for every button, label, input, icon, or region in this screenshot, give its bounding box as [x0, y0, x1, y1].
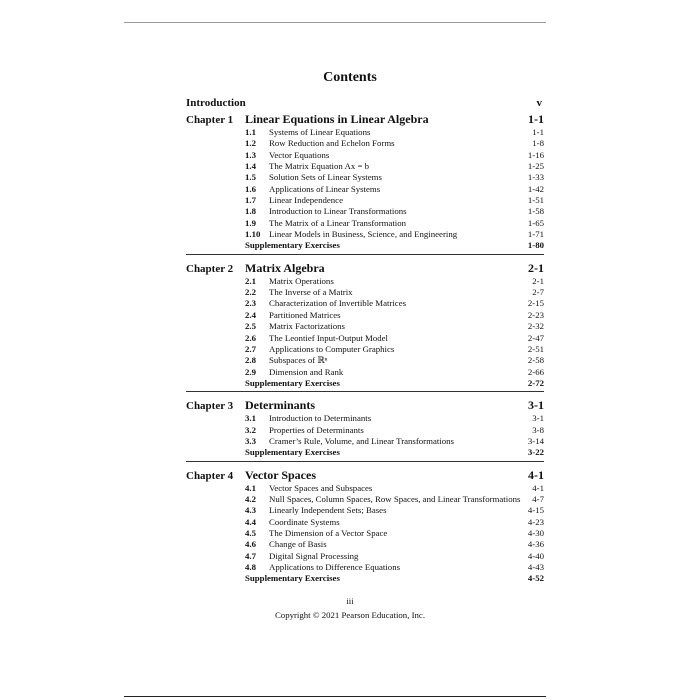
section-page: 2-1	[532, 275, 544, 286]
toc-supplementary-exercises[interactable]	[245, 378, 544, 389]
toc-section[interactable]	[245, 150, 544, 161]
section-page: 1-65	[527, 217, 544, 228]
chapter-4	[186, 468, 544, 585]
section-title: Applications to Difference Equations	[269, 562, 401, 572]
section-page: 2-15	[527, 298, 544, 309]
toc-section[interactable]	[245, 344, 544, 355]
section-number: 1.3	[245, 149, 256, 160]
section-page: 1-16	[527, 149, 544, 160]
toc-supplementary-exercises[interactable]	[245, 573, 544, 584]
supplementary-page: 2-72	[527, 377, 544, 388]
section-number: 2.9	[245, 366, 256, 377]
toc-section[interactable]	[245, 298, 544, 309]
supplementary-label: Supplementary Exercises	[245, 240, 340, 251]
section-list	[245, 276, 544, 389]
section-page: 1-25	[527, 161, 544, 172]
section-title: Change of Basis	[269, 539, 327, 550]
chapter-divider	[186, 391, 544, 392]
top-rule	[124, 22, 546, 23]
section-page: 1-1	[532, 127, 544, 137]
section-title: Digital Signal Processing	[269, 550, 359, 561]
chapter-2	[186, 261, 544, 392]
section-page: 1-33	[527, 172, 544, 183]
toc-section[interactable]	[245, 562, 544, 573]
section-title: Properties of Determinants	[269, 424, 364, 435]
section-number: 2.8	[245, 355, 256, 366]
chapter-label: Chapter 4	[186, 469, 234, 482]
introduction-page: v	[536, 97, 542, 109]
section-title: Vector Spaces and Subspaces	[269, 482, 373, 493]
section-number: 2.1	[245, 275, 256, 286]
section-page: 2-23	[527, 309, 544, 320]
section-number: 4.5	[245, 527, 256, 538]
section-page: 2-58	[527, 355, 544, 366]
section-list	[245, 483, 544, 585]
chapter-title: Vector Spaces	[245, 467, 316, 482]
toc-supplementary-exercises[interactable]	[245, 240, 544, 251]
section-title: The Inverse of a Matrix	[269, 287, 353, 298]
section-title: The Matrix Equation Ax = b	[269, 161, 369, 172]
section-number: 1.5	[245, 172, 256, 183]
section-number: 2.7	[245, 343, 256, 354]
section-number: 2.4	[245, 309, 256, 320]
section-page: 4-40	[527, 550, 544, 561]
table-of-contents	[186, 96, 544, 585]
supplementary-page: 3-22	[527, 447, 544, 458]
section-number: 4.2	[245, 493, 256, 504]
chapter-label: Chapter 3	[186, 400, 234, 413]
section-title: Coordinate Systems	[269, 516, 340, 527]
section-number: 1.8	[245, 206, 256, 217]
section-title: The Leontief Input-Output Model	[269, 332, 388, 343]
chapter-label: Chapter 2	[186, 262, 234, 275]
section-number: 4.6	[245, 539, 256, 550]
toc-section[interactable]	[245, 321, 544, 332]
section-title: Characterization of Invertible Matrices	[269, 298, 407, 309]
section-title: Null Spaces, Column Spaces, Row Spaces, and Linear Transformations	[269, 493, 521, 504]
toc-section[interactable]	[245, 333, 544, 344]
section-page: 2-32	[527, 321, 544, 332]
chapter-title: Matrix Algebra	[245, 260, 325, 275]
toc-section[interactable]	[245, 367, 544, 378]
section-number: 1.4	[245, 161, 256, 172]
toc-section[interactable]	[245, 528, 544, 539]
chapter-1	[186, 112, 544, 255]
section-list	[245, 413, 544, 458]
supplementary-label: Supplementary Exercises	[245, 573, 340, 584]
section-page: 3-1	[532, 413, 544, 424]
section-number: 4.8	[245, 562, 256, 572]
section-number: 2.3	[245, 298, 256, 309]
toc-section[interactable]	[245, 483, 544, 494]
chapter-page: 4-1	[528, 467, 544, 482]
supplementary-label: Supplementary Exercises	[245, 377, 340, 388]
toc-section[interactable]	[245, 310, 544, 321]
section-number: 1.10	[245, 229, 261, 240]
section-title: Matrix Factorizations	[269, 321, 345, 332]
section-page: 2-7	[532, 287, 544, 298]
chapter-title: Linear Equations in Linear Algebra	[245, 112, 429, 126]
section-title: Applications of Linear Systems	[269, 183, 381, 194]
section-page: 4-7	[532, 493, 544, 504]
section-number: 1.7	[245, 195, 256, 206]
section-page: 3-14	[527, 435, 544, 446]
toc-section[interactable]	[245, 138, 544, 149]
chapter-heading[interactable]	[186, 398, 544, 413]
section-page: 2-47	[527, 332, 544, 343]
supplementary-page: 4-52	[527, 573, 544, 584]
section-page: 1-71	[527, 229, 544, 240]
section-title: Introduction to Linear Transformations	[269, 206, 407, 217]
toc-section[interactable]	[245, 161, 544, 172]
chapter-heading[interactable]	[186, 112, 544, 127]
section-page: 3-8	[532, 424, 544, 435]
toc-section[interactable]	[245, 172, 544, 183]
section-title: Linearly Independent Sets; Bases	[269, 505, 387, 516]
section-page: 4-36	[527, 539, 544, 550]
toc-section[interactable]	[245, 436, 544, 447]
section-title: Vector Equations	[269, 149, 330, 160]
section-number: 3.1	[245, 413, 256, 424]
section-number: 4.3	[245, 505, 256, 516]
chapter-page: 2-1	[528, 260, 544, 275]
section-number: 3.2	[245, 424, 256, 435]
supplementary-page: 1-80	[527, 240, 544, 251]
section-title: The Matrix of a Linear Transformation	[269, 217, 407, 228]
chapter-title: Determinants	[245, 398, 315, 413]
section-number: 1.2	[245, 138, 256, 149]
section-page: 4-30	[527, 527, 544, 538]
section-number: 2.2	[245, 287, 256, 298]
section-page: 4-15	[527, 505, 544, 516]
section-title: Applications to Computer Graphics	[269, 343, 395, 354]
toc-section[interactable]	[245, 195, 544, 206]
section-title: The Dimension of a Vector Space	[269, 527, 388, 538]
section-title: Subspaces of ℝⁿ	[269, 355, 328, 366]
toc-section[interactable]	[245, 413, 544, 424]
toc-section[interactable]	[245, 505, 544, 516]
chapter-heading[interactable]	[186, 468, 544, 483]
bottom-rule	[124, 696, 546, 697]
chapter-label: Chapter 1	[186, 114, 234, 126]
section-number: 1.1	[245, 127, 256, 137]
toc-section[interactable]	[245, 517, 544, 528]
section-title: Cramer’s Rule, Volume, and Linear Transformations	[269, 435, 454, 446]
chapter-page: 1-1	[528, 112, 544, 126]
toc-section[interactable]	[245, 425, 544, 436]
toc-section[interactable]	[245, 276, 544, 287]
section-title: Row Reduction and Echelon Forms	[269, 138, 395, 149]
toc-section[interactable]	[245, 539, 544, 550]
copyright-notice: Copyright © 2021 Pearson Education, Inc.	[274, 610, 426, 620]
section-title: Matrix Operations	[269, 275, 334, 286]
section-title: Systems of Linear Equations	[269, 127, 371, 137]
section-number: 4.7	[245, 550, 256, 561]
section-number: 2.6	[245, 332, 256, 343]
page-number: iii	[346, 596, 354, 606]
section-page: 1-58	[527, 206, 544, 217]
toc-introduction[interactable]	[186, 96, 544, 112]
toc-section[interactable]	[245, 355, 544, 366]
chapter-heading[interactable]	[186, 261, 544, 276]
section-title: Linear Independence	[269, 195, 343, 206]
toc-section[interactable]	[245, 229, 544, 240]
section-title: Linear Models in Business, Science, and Engineering	[269, 229, 458, 240]
section-number: 4.1	[245, 482, 256, 493]
chapter-divider	[186, 254, 544, 255]
toc-section[interactable]	[245, 127, 544, 138]
toc-section[interactable]	[245, 287, 544, 298]
section-page: 4-23	[527, 516, 544, 527]
supplementary-label: Supplementary Exercises	[245, 447, 340, 458]
chapter-page: 3-1	[528, 398, 544, 413]
section-title: Partitioned Matrices	[269, 309, 341, 320]
toc-section[interactable]	[245, 218, 544, 229]
section-number: 2.5	[245, 321, 256, 332]
section-number: 1.6	[245, 183, 256, 194]
section-title: Solution Sets of Linear Systems	[269, 172, 382, 183]
introduction-label: Introduction	[186, 97, 246, 109]
section-page: 2-66	[527, 366, 544, 377]
section-title: Introduction to Determinants	[269, 413, 372, 424]
section-page: 4-43	[527, 562, 544, 572]
toc-supplementary-exercises[interactable]	[245, 447, 544, 458]
section-page: 1-42	[527, 183, 544, 194]
toc-section[interactable]	[245, 206, 544, 217]
section-title: Dimension and Rank	[269, 366, 344, 377]
toc-section[interactable]	[245, 494, 544, 505]
section-number: 1.9	[245, 217, 256, 228]
section-number: 3.3	[245, 435, 256, 446]
section-page: 4-1	[532, 482, 544, 493]
section-number: 4.4	[245, 516, 256, 527]
page-title: Contents	[323, 70, 377, 85]
toc-section[interactable]	[245, 184, 544, 195]
section-list	[245, 127, 544, 252]
chapter-3	[186, 398, 544, 461]
toc-section[interactable]	[245, 551, 544, 562]
section-page: 2-51	[527, 343, 544, 354]
section-page: 1-8	[532, 138, 544, 149]
section-page: 1-51	[527, 195, 544, 206]
chapter-divider	[186, 461, 544, 462]
